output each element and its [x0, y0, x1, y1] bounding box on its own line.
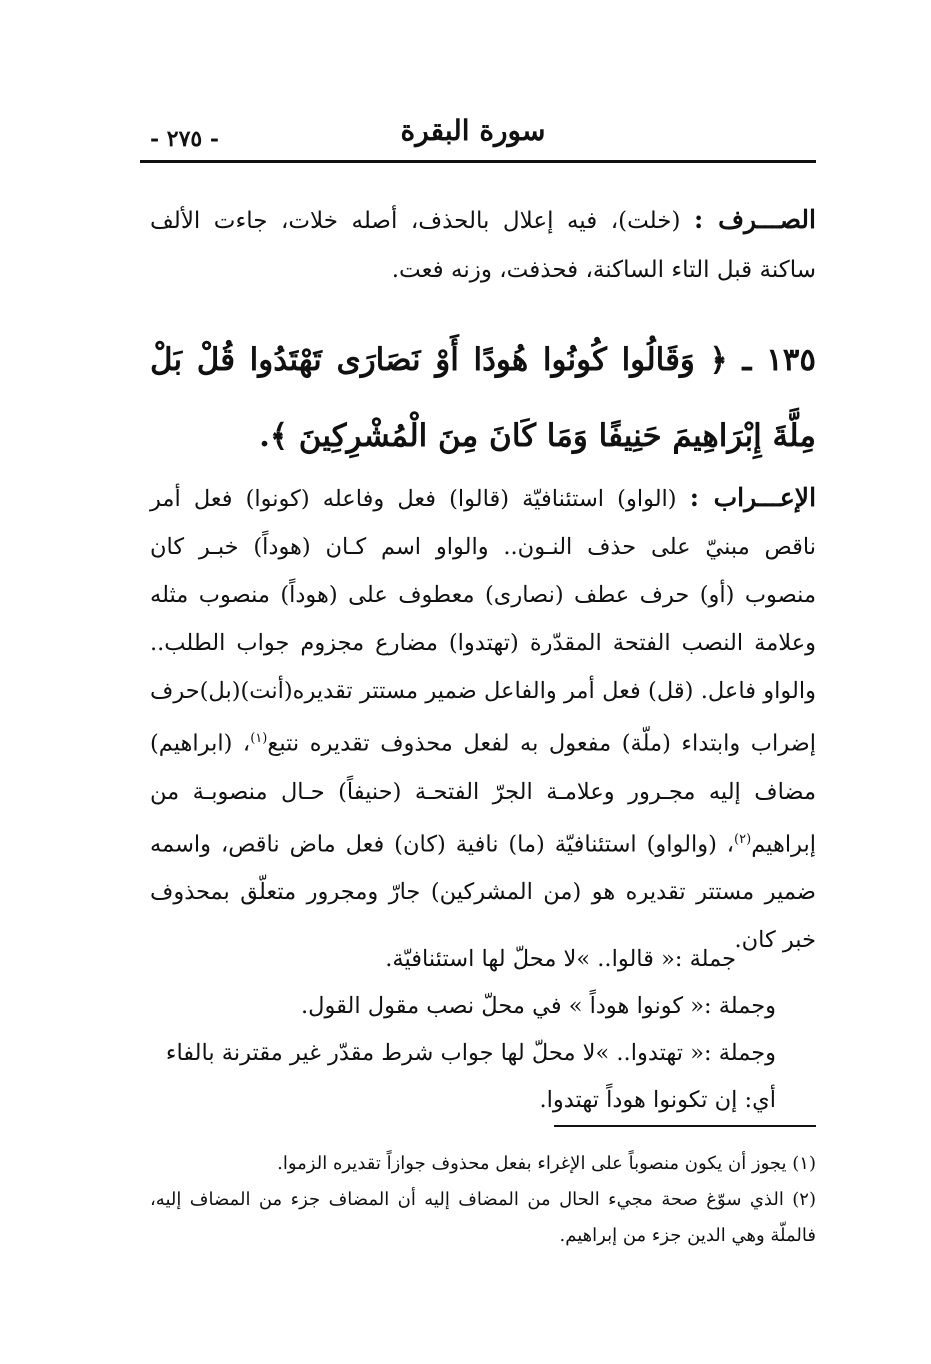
surah-title: سورة البقرة [400, 114, 546, 147]
footnote-1: (١) يجوز أن يكون منصوباً على الإغراء بفعل محذوف جوازاً تقديره الزموا. [277, 1153, 816, 1174]
verse-text: ﴿ وَقَالُوا كُونُوا هُودًا أَوْ نَصَارَى تَهْتَدُوا قُلْ بَلْ مِلَّةَ إِبْرَاهِيمَ حَنِيفًا وَمَا كَانَ مِنَ الْمُشْرِكِينَ ﴾. [150, 342, 816, 454]
header-divider [140, 160, 816, 163]
footnote-reference-1: (١) [250, 731, 268, 746]
footnotes [150, 1146, 816, 1254]
footnote-2: (٢) الذي سوّغ صحة مجيء الحال من المضاف إليه أن المضاف جزء من المضاف إليه، فالملّة وهي الدين جزء من إبراهيم. [150, 1189, 816, 1246]
irab-text-part-3: ، (والواو) استئنافيّة (ما) نافية (كان) فعل ماض ناقص، واسمه ضمير مستتر تقديره هو (من المشركين) جارّ ومجرور متعلّق بمحذوف خبر كان. [150, 831, 816, 953]
footnote-reference-2: (٢) [734, 831, 752, 847]
sentence-analysis-item: جملة :« قالوا.. »لا محلّ لها استئنافيّة. [385, 946, 736, 972]
sentence-analysis-item: وجملة :« تهتدوا.. »لا محلّ لها جواب شرط مقدّر غير مقترنة بالفاء أي: إن تكونوا هوداً تهتدوا. [165, 1040, 776, 1113]
irab-text-part-2: ، (ابراهيم) مضاف إليه مجـرور وعلامـة الجرّ الفتحـة (حنيفاً) حـال منصوبـة من إبراهيم [150, 730, 816, 857]
sentence-analysis-item: وجملة :« كونوا هوداً » في محلّ نصب مقول القول. [300, 993, 776, 1019]
footnote-divider [554, 1125, 816, 1127]
sarf-label: الصـــرف : [693, 205, 816, 234]
verse-number: ١٣٥ ـ [742, 342, 817, 378]
irab-label: الإعـــراب : [689, 483, 817, 512]
irab-paragraph [150, 474, 816, 964]
page-header [140, 112, 806, 156]
page-number: - ٢٧٥ - [150, 126, 220, 152]
sarf-paragraph [150, 195, 816, 295]
sarf-text: (خلت)، فيه إعلال بالحذف، أصله خلات، جاءت الألف ساكنة قبل التاء الساكنة، فحذفت، وزنه فعت. [150, 208, 816, 283]
sentence-analysis [150, 936, 816, 1124]
quran-verse [150, 322, 816, 474]
irab-text-part-1: (الواو) استئنافيّة (قالوا) فعل وفاعله (كونوا) فعل أمر ناقص مبنيّ على حذف النـون.. والواو اسم كـان (هوداً) خبـر كان منصوب (أو) حرف عطف (نصارى) معطوف على (هوداً) منصوب مثله وعلامة النصب الفتحة المقدّرة (تهتدوا) مضارع مجزوم جواب الطلب.. والواو فاعل. (قل) فعل أمر والفاعل ضمير مستتر تقديره(أنت)(بل)حرف إضراب وابتداء (ملّة) مفعول به لفعل محذوف تقديره نتبع [150, 486, 816, 757]
